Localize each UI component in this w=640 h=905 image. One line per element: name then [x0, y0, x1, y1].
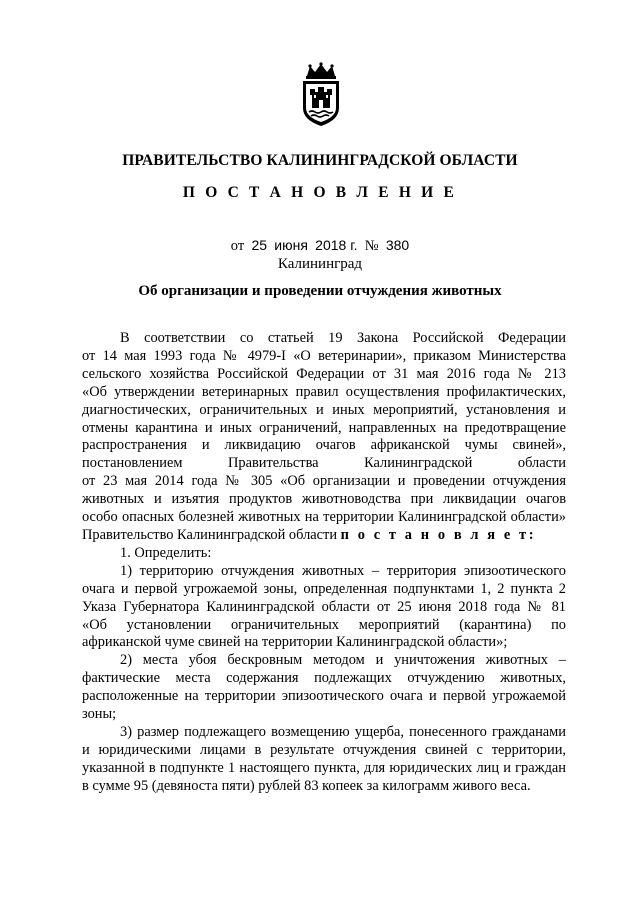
- issuing-authority: ПРАВИТЕЛЬСТВО КАЛИНИНГРАДСКОЙ ОБЛАСТИ: [122, 152, 518, 169]
- body-line: фактические места содержания подлежащих отчуждению животных,: [82, 670, 566, 687]
- body-line: от 23 мая 2014 года № 305 «Об организации и проведении отчуждения: [82, 473, 566, 490]
- body-line: и юридическими лицами в результате отчуждения свиней с территории,: [82, 741, 566, 758]
- number-prefix: №: [364, 238, 379, 254]
- body-line: «Об утверждении ветеринарных правил осуществления профилактических,: [82, 383, 566, 400]
- body-line: В соответствии со статьей 19 Закона Российской Федерации: [120, 330, 566, 346]
- date-number-line: [0, 237, 640, 255]
- date-year: 2018 г.: [315, 237, 358, 253]
- coat-of-arms-emblem: [297, 62, 345, 128]
- body-line: Указа Губернатора Калининградской области от 25 июня 2018 года № 81: [82, 598, 566, 615]
- body-line: животных и изъятия продуктов животноводства при ликвидации очагов: [82, 491, 566, 508]
- body-line: сельского хозяйства Российской Федерации от 31 мая 2016 года № 213: [82, 365, 566, 382]
- body-line: от 14 мая 1993 года № 4979-I «О ветеринарии», приказом Министерства: [82, 347, 566, 364]
- body-line: 1) территорию отчуждения животных – территория эпизоотического: [120, 562, 566, 579]
- body-line: распространения и ликвидацию очагов африканской чумы свиней»,: [82, 437, 566, 454]
- body-line: в сумме 95 (девяноста пяти) рублей 83 копеек за килограмм живого веса.: [82, 777, 531, 794]
- document-number: 380: [385, 237, 410, 253]
- city: Калининград: [277, 256, 363, 272]
- body-line: зоны;: [82, 706, 117, 723]
- date-prefix: от: [230, 238, 245, 254]
- body-line: африканской чуме свиней на территории Калининградской области»;: [82, 634, 508, 651]
- body-line: «Об установлении ограничительных мероприятий (карантина) по: [82, 616, 566, 633]
- document-body: [82, 330, 566, 796]
- body-line: указанной в подпункте 1 настоящего пункта, для юридических лиц и граждан: [82, 759, 566, 776]
- decree-subject: Правительство Калининградской области: [82, 526, 338, 543]
- body-line: расположенные на территории эпизоотического очага и первой угрожаемой: [82, 688, 566, 705]
- body-line: постановлением Правительства Калининградской области: [82, 455, 566, 472]
- document-title: Об организации и проведении отчуждения животных: [138, 283, 502, 299]
- body-line: очага и первой угрожаемой зоны, определенная подпунктами 1, 2 пункта 2: [82, 580, 566, 597]
- document-type: П О С Т А Н О В Л Е Н И Е: [182, 184, 458, 201]
- decree-verb: п о с т а н о в л я е т:: [340, 526, 537, 543]
- body-line: отмены карантина и иных ограничений, направленных на предотвращение: [82, 419, 566, 436]
- item-1-heading: 1. Определить:: [120, 544, 212, 561]
- date-day: 25: [251, 237, 268, 253]
- date-month: июня: [274, 237, 308, 253]
- body-line: 3) размер подлежащего возмещению ущерба, понесенного гражданами: [120, 723, 566, 740]
- body-line: 2) места убоя бескровным методом и уничтожения животных –: [120, 652, 566, 669]
- body-line: диагностических, ограничительных и иных мероприятий, установления и: [82, 401, 566, 418]
- body-line: особо опасных болезней животных на территории Калининградской области»: [82, 509, 566, 526]
- decree-line: [82, 527, 566, 545]
